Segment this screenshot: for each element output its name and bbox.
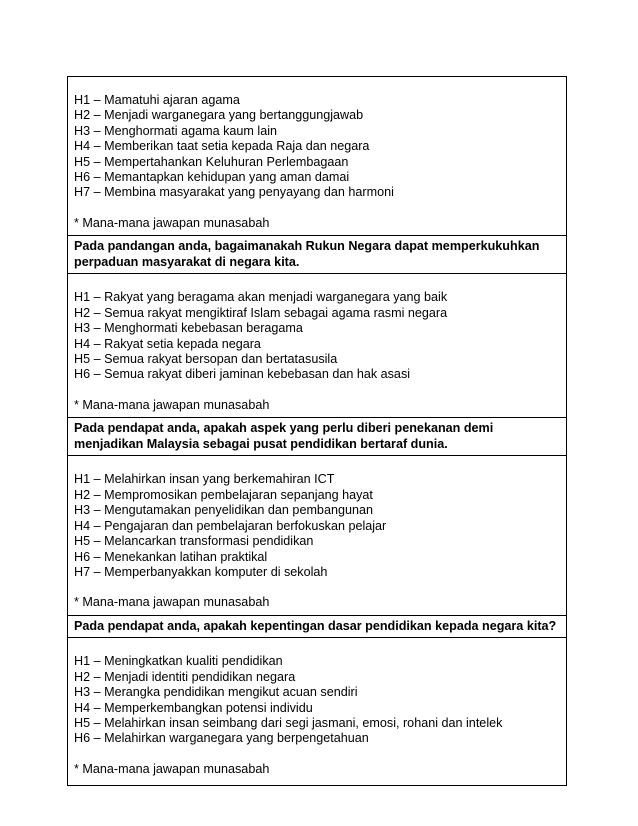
answer-block-1 [68,77,566,235]
question-text: menjadikan Malaysia sebagai pusat pendidikan bertaraf dunia. [74,436,448,451]
answer-line: H2 – Menjadi warganegara yang bertanggungjawab [74,108,364,123]
answer-line: H5 – Melancarkan transformasi pendidikan [74,534,314,549]
answer-line: H5 – Semua rakyat bersopan dan bertatasusila [74,352,338,367]
answer-table [67,76,567,786]
answer-block-4 [68,638,566,785]
answer-line: H3 – Menghormati agama kaum lain [74,123,278,138]
answer-line: H2 – Semua rakyat mengiktiraf Islam sebagai agama rasmi negara [74,305,448,320]
answer-note: * Mana-mana jawapan munasabah [74,595,270,610]
answer-line: H3 – Mengutamakan penyelidikan dan pembangunan [74,503,373,518]
answer-line: H6 – Menekankan latihan praktikal [74,549,268,564]
question-text: Pada pandangan anda, bagaimanakah Rukun Negara dapat memperkukuhkan [74,239,540,254]
answer-block-2 [68,274,566,417]
answer-line: H1 – Mamatuhi ajaran agama [74,93,240,107]
answer-line: H4 – Rakyat setia kepada negara [74,336,261,351]
answer-line: H6 – Memantapkan kehidupan yang aman damai [74,170,350,185]
answer-note: * Mana-mana jawapan munasabah [74,215,270,230]
question-block-4 [68,615,566,639]
answer-line: H2 – Mempromosikan pembelajaran sepanjang hayat [74,487,373,502]
answer-line: H2 – Menjadi identiti pendidikan negara [74,669,296,684]
answer-line: H3 – Merangka pendidikan mengikut acuan sendiri [74,685,358,700]
answer-block-3 [68,456,566,614]
answer-line: H1 – Melahirkan insan yang berkemahiran ICT [74,472,335,487]
question-text: Pada pendapat anda, apakah aspek yang perlu diberi penekanan demi [74,421,494,436]
question-block-2 [68,235,566,274]
answer-line: H1 – Rakyat yang beragama akan menjadi warganegara yang baik [74,290,448,305]
answer-line: H4 – Memberikan taat setia kepada Raja dan negara [74,139,370,154]
answer-note: * Mana-mana jawapan munasabah [74,761,270,776]
answer-line: H5 – Mempertahankan Keluhuran Perlembagaan [74,154,349,169]
answer-line: H6 – Melahirkan warganegara yang berpengetahuan [74,731,369,746]
answer-line: H5 – Melahirkan insan seimbang dari segi jasmani, emosi, rohani dan intelek [74,715,503,730]
answer-line: H4 – Memperkembangkan potensi individu [74,700,313,715]
answer-line: H7 – Membina masyarakat yang penyayang dan harmoni [74,185,394,200]
answer-line: H4 – Pengajaran dan pembelajaran berfokuskan pelajar [74,518,387,533]
answer-line: H7 – Memperbanyakkan komputer di sekolah [74,564,328,579]
question-text: perpaduan masyarakat di negara kita. [74,254,300,269]
question-block-3 [68,417,566,456]
answer-line: H6 – Semua rakyat diberi jaminan kebebasan dan hak asasi [74,367,411,382]
answer-line: H1 – Meningkatkan kualiti pendidikan [74,654,283,669]
question-text: Pada pendapat anda, apakah kepentingan dasar pendidikan kepada negara kita? [74,618,557,633]
answer-note: * Mana-mana jawapan munasabah [74,397,270,412]
answer-line: H3 – Menghormati kebebasan beragama [74,321,303,336]
